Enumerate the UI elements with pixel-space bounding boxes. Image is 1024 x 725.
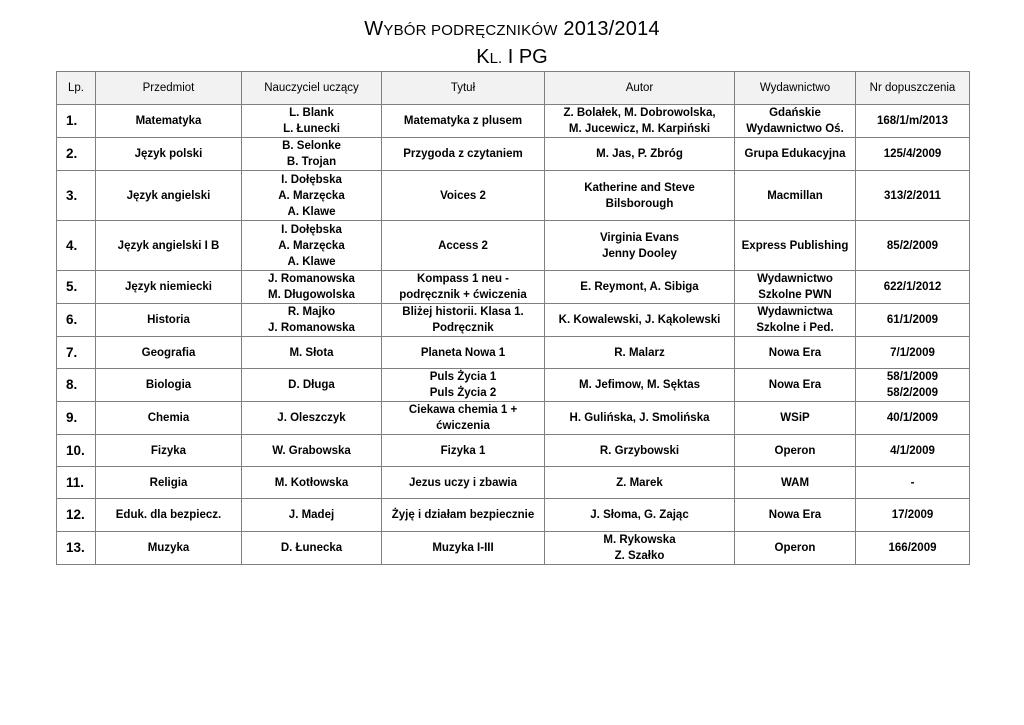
cell-teacher-line: I. Dołębska — [281, 173, 342, 186]
cell-publisher-line: Wydawnictwo — [757, 273, 833, 285]
cell-approval-line: 4/1/2009 — [890, 444, 935, 457]
cell-title-line: Kompass 1 neu - — [416, 273, 510, 285]
header-author: Autor — [545, 72, 735, 105]
cell-title-line: ćwiczenia — [436, 420, 490, 432]
cell-author-line: M. Rykowska — [603, 534, 676, 546]
cell-approval-line: 166/2009 — [888, 542, 937, 554]
cell-author-line: H. Gulińska, J. Smolińska — [569, 412, 710, 424]
table-row — [57, 369, 970, 402]
cell-approval-line: 17/2009 — [891, 509, 934, 521]
cell-subject: Język polski — [96, 138, 242, 171]
table-row — [57, 435, 970, 467]
cell-lp: 8. — [57, 369, 96, 402]
cell-publisher-line: WSiP — [780, 412, 810, 424]
cell-teacher — [242, 499, 382, 532]
cell-approval — [856, 532, 970, 565]
cell-publisher — [735, 271, 856, 304]
cell-publisher — [735, 499, 856, 532]
header-approval: Nr dopuszczenia — [856, 72, 970, 105]
cell-publisher — [735, 221, 856, 271]
cell-title-line: Żyję i działam bezpiecznie — [391, 509, 535, 521]
cell-author-line: M. Jucewicz, M. Karpiński — [568, 123, 711, 135]
cell-title — [382, 304, 545, 337]
cell-publisher-line: Wydawnictwo Oś. — [746, 123, 844, 135]
cell-title-line: Bliżej historii. Klasa 1. — [402, 306, 524, 318]
cell-title-line: Podręcznik — [432, 322, 494, 334]
cell-subject: Język niemiecki — [96, 271, 242, 304]
table-header-row — [57, 72, 970, 105]
cell-approval-line: 40/1/2009 — [886, 412, 939, 424]
cell-subject: Historia — [96, 304, 242, 337]
cell-approval-line: 125/4/2009 — [883, 148, 942, 160]
page-title — [0, 18, 1024, 41]
cell-title-line: Matematyka z plusem — [403, 115, 523, 127]
cell-lp: 1. — [57, 105, 96, 138]
cell-author-line: Katherine and Steve — [584, 181, 695, 194]
cell-approval — [856, 402, 970, 435]
header-publisher: Wydawnictwo — [735, 72, 856, 105]
cell-publisher-line: Operon — [774, 542, 816, 554]
cell-author — [545, 304, 735, 337]
cell-teacher-line: J. Oleszczyk — [277, 412, 346, 424]
cell-approval — [856, 499, 970, 532]
cell-publisher-line: Wydawnictwa — [757, 306, 833, 318]
cell-title-line: Voices 2 — [440, 189, 486, 202]
header-teacher: Nauczyciel uczący — [242, 72, 382, 105]
cell-subject: Religia — [96, 467, 242, 499]
cell-publisher — [735, 304, 856, 337]
cell-author — [545, 499, 735, 532]
cell-title — [382, 337, 545, 369]
cell-teacher-line: J. Madej — [288, 509, 335, 521]
cell-approval — [856, 337, 970, 369]
cell-author-line: Bilsborough — [605, 197, 674, 210]
cell-publisher — [735, 402, 856, 435]
cell-lp: 5. — [57, 271, 96, 304]
cell-teacher — [242, 271, 382, 304]
table-row — [57, 271, 970, 304]
cell-author-line: Z. Szałko — [614, 550, 665, 562]
cell-approval — [856, 369, 970, 402]
cell-approval — [856, 435, 970, 467]
cell-teacher-line: L. Łunecki — [283, 123, 340, 135]
cell-approval-line: 168/1/m/2013 — [877, 115, 948, 127]
textbook-table — [56, 71, 970, 565]
title-year: 2013/2014 — [563, 18, 660, 40]
cell-author-line: Jenny Dooley — [602, 247, 677, 260]
cell-approval — [856, 138, 970, 171]
table-row — [57, 337, 970, 369]
header-subject: Przedmiot — [96, 72, 242, 105]
cell-approval — [856, 304, 970, 337]
cell-publisher — [735, 138, 856, 171]
cell-lp: 10. — [57, 435, 96, 467]
cell-title — [382, 467, 545, 499]
cell-subject: Chemia — [96, 402, 242, 435]
cell-title-line: Access 2 — [438, 239, 488, 252]
cell-approval-line: 7/1/2009 — [890, 346, 935, 359]
cell-publisher — [735, 435, 856, 467]
cell-publisher-line: Grupa Edukacyjna — [744, 148, 846, 160]
cell-teacher — [242, 105, 382, 138]
cell-publisher-line: Express Publishing — [741, 239, 849, 252]
cell-approval-line: 313/2/2011 — [884, 189, 941, 202]
cell-lp: 3. — [57, 171, 96, 221]
cell-teacher — [242, 532, 382, 565]
title-initial: W — [364, 18, 384, 40]
cell-subject: Eduk. dla bezpiecz. — [96, 499, 242, 532]
cell-approval — [856, 221, 970, 271]
cell-lp: 13. — [57, 532, 96, 565]
table-body — [57, 105, 970, 565]
cell-title — [382, 171, 545, 221]
cell-teacher-line: A. Klawe — [287, 255, 336, 268]
cell-author — [545, 105, 735, 138]
cell-publisher — [735, 467, 856, 499]
cell-approval-line: - — [910, 476, 915, 489]
cell-publisher — [735, 532, 856, 565]
cell-title-line: Planeta Nowa 1 — [420, 346, 506, 359]
cell-publisher-line: Nowa Era — [768, 346, 822, 359]
table-row — [57, 171, 970, 221]
cell-author — [545, 467, 735, 499]
cell-title-line: Ciekawa chemia 1 + — [408, 404, 518, 416]
cell-teacher-line: B. Selonke — [282, 140, 341, 152]
cell-author — [545, 435, 735, 467]
cell-teacher-line: W. Grabowska — [272, 444, 351, 457]
cell-author-line: Z. Marek — [616, 476, 663, 489]
cell-teacher — [242, 402, 382, 435]
cell-approval-line: 85/2/2009 — [886, 239, 939, 252]
cell-title — [382, 271, 545, 304]
cell-subject: Muzyka — [96, 532, 242, 565]
cell-subject: Język angielski I B — [96, 221, 242, 271]
cell-lp: 11. — [57, 467, 96, 499]
cell-lp: 9. — [57, 402, 96, 435]
cell-author-line: Z. Bolałek, M. Dobrowolska, — [563, 107, 716, 119]
cell-publisher-line: Nowa Era — [768, 509, 822, 521]
cell-author-line: M. Jefimow, M. Sęktas — [579, 379, 700, 391]
cell-publisher — [735, 105, 856, 138]
cell-teacher — [242, 304, 382, 337]
cell-teacher-line: M. Słota — [289, 346, 334, 359]
page-subtitle — [0, 46, 1024, 69]
cell-publisher — [735, 337, 856, 369]
cell-teacher-line: D. Łunecka — [280, 542, 343, 554]
cell-approval-line: 58/2/2009 — [886, 387, 939, 399]
cell-teacher-line: L. Blank — [289, 107, 334, 119]
cell-author-line: J. Słoma, G. Zając — [590, 509, 689, 521]
cell-teacher-line: I. Dołębska — [281, 223, 342, 236]
table-row — [57, 105, 970, 138]
cell-lp: 6. — [57, 304, 96, 337]
cell-author-line: E. Reymont, A. Sibiga — [580, 281, 699, 293]
cell-lp: 7. — [57, 337, 96, 369]
cell-subject: Geografia — [96, 337, 242, 369]
cell-title — [382, 435, 545, 467]
cell-teacher-line: M. Kotłowska — [274, 476, 349, 489]
cell-subject: Fizyka — [96, 435, 242, 467]
cell-approval — [856, 171, 970, 221]
cell-title — [382, 138, 545, 171]
cell-approval-line: 58/1/2009 — [886, 371, 939, 383]
cell-lp: 2. — [57, 138, 96, 171]
cell-teacher-line: A. Klawe — [287, 205, 336, 218]
title-text: YBÓR PODRĘCZNIKÓW — [383, 22, 558, 39]
cell-approval-line: 61/1/2009 — [886, 314, 939, 326]
table-row — [57, 499, 970, 532]
cell-publisher — [735, 369, 856, 402]
cell-author — [545, 402, 735, 435]
cell-approval-line: 622/1/2012 — [883, 281, 942, 293]
table-row — [57, 467, 970, 499]
subtitle-class: I PG — [507, 46, 548, 68]
cell-author — [545, 271, 735, 304]
cell-author — [545, 221, 735, 271]
cell-title-line: Puls Życia 2 — [429, 387, 497, 399]
cell-teacher — [242, 337, 382, 369]
cell-author — [545, 369, 735, 402]
cell-title-line: Fizyka 1 — [440, 444, 486, 457]
cell-publisher-line: Szkolne i Ped. — [756, 322, 834, 334]
cell-author-line: Virginia Evans — [599, 231, 680, 244]
cell-lp: 4. — [57, 221, 96, 271]
cell-teacher — [242, 171, 382, 221]
cell-teacher-line: A. Marzęcka — [278, 189, 345, 202]
cell-approval — [856, 105, 970, 138]
cell-title — [382, 221, 545, 271]
cell-title-line: Jezus uczy i zbawia — [408, 476, 517, 489]
cell-teacher — [242, 221, 382, 271]
cell-author — [545, 532, 735, 565]
cell-title — [382, 402, 545, 435]
table-row — [57, 402, 970, 435]
cell-approval — [856, 271, 970, 304]
cell-teacher — [242, 138, 382, 171]
header-title: Tytuł — [382, 72, 545, 105]
cell-subject: Język angielski — [96, 171, 242, 221]
table-row — [57, 304, 970, 337]
cell-publisher-line: Nowa Era — [768, 379, 822, 391]
cell-publisher-line: Operon — [774, 444, 816, 457]
cell-teacher-line: J. Romanowska — [268, 273, 355, 285]
cell-publisher-line: Gdańskie — [769, 107, 821, 119]
cell-title — [382, 532, 545, 565]
cell-teacher — [242, 369, 382, 402]
cell-title-line: Muzyka I-III — [432, 542, 494, 554]
cell-subject: Biologia — [96, 369, 242, 402]
cell-author — [545, 337, 735, 369]
cell-title-line: podręcznik + ćwiczenia — [399, 289, 527, 301]
header-lp: Lp. — [57, 72, 96, 105]
subtitle-text: L. — [489, 50, 503, 67]
cell-subject: Matematyka — [96, 105, 242, 138]
cell-teacher-line: A. Marzęcka — [278, 239, 345, 252]
cell-title — [382, 369, 545, 402]
cell-author-line: K. Kowalewski, J. Kąkolewski — [558, 314, 721, 326]
cell-teacher-line: B. Trojan — [286, 156, 337, 168]
cell-title — [382, 499, 545, 532]
cell-title-line: Przygoda z czytaniem — [403, 148, 523, 160]
cell-author — [545, 138, 735, 171]
cell-publisher-line: Szkolne PWN — [758, 289, 832, 301]
cell-author-line: M. Jas, P. Zbróg — [596, 148, 683, 160]
cell-publisher-line: WAM — [780, 476, 810, 489]
cell-teacher — [242, 467, 382, 499]
cell-lp: 12. — [57, 499, 96, 532]
cell-author — [545, 171, 735, 221]
cell-publisher — [735, 171, 856, 221]
cell-author-line: R. Malarz — [614, 346, 665, 359]
table-row — [57, 221, 970, 271]
cell-teacher-line: R. Majko — [287, 306, 336, 318]
table-row — [57, 138, 970, 171]
cell-title — [382, 105, 545, 138]
cell-approval — [856, 467, 970, 499]
table-row — [57, 532, 970, 565]
cell-title-line: Puls Życia 1 — [429, 371, 497, 383]
cell-publisher-line: Macmillan — [767, 189, 823, 202]
cell-author-line: R. Grzybowski — [599, 444, 680, 457]
cell-teacher-line: J. Romanowska — [268, 322, 355, 334]
cell-teacher — [242, 435, 382, 467]
cell-teacher-line: M. Długowolska — [268, 289, 355, 301]
cell-teacher-line: D. Długa — [288, 379, 335, 391]
subtitle-initial: K — [476, 46, 490, 68]
